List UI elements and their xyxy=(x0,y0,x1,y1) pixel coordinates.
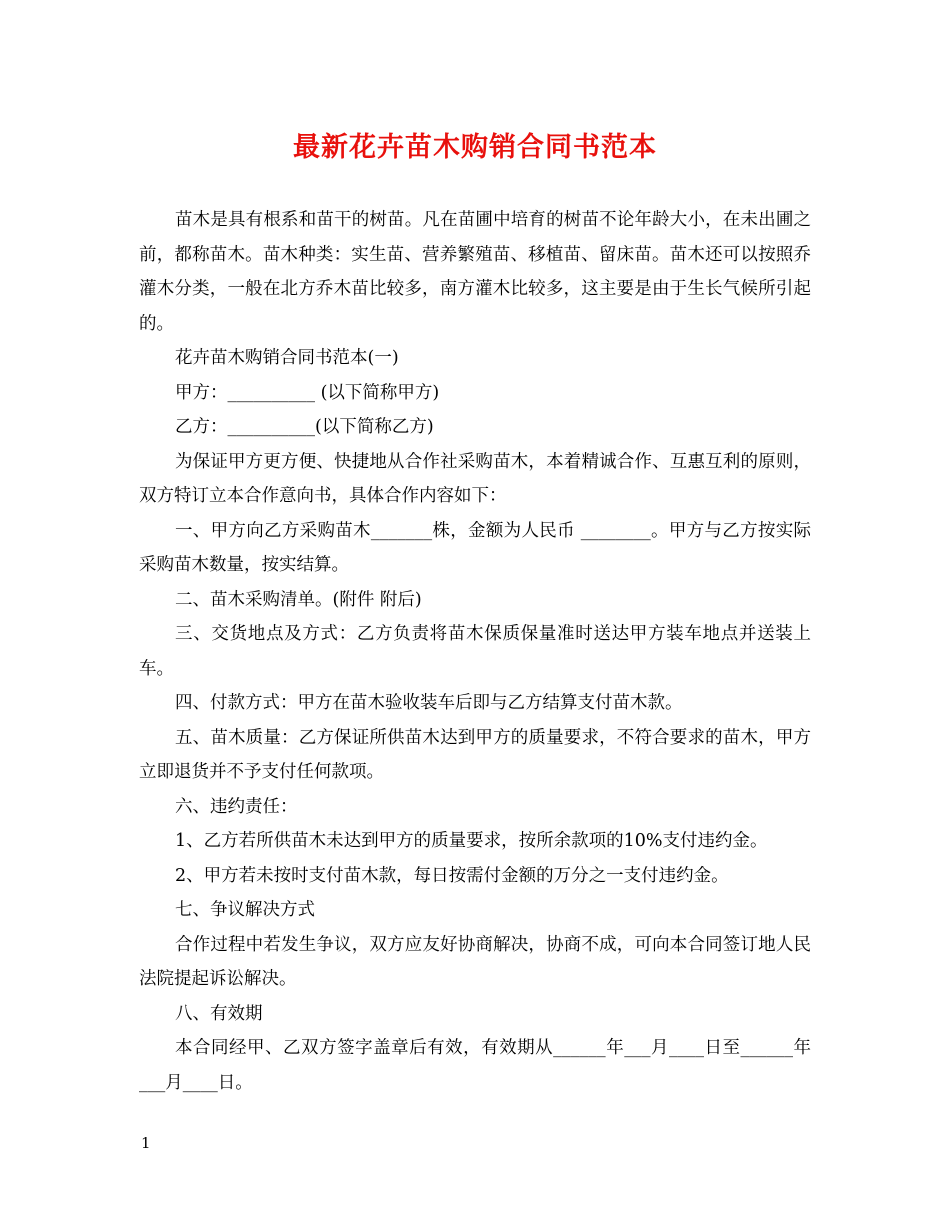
contract-subtitle: 花卉苗木购销合同书范本(一) xyxy=(175,348,399,368)
clause-7-heading: 七、争议解决方式 xyxy=(175,900,315,920)
clause-8-heading: 八、有效期 xyxy=(175,1003,263,1024)
page-number: 1 xyxy=(141,1134,151,1152)
clause-1: 一、甲方向乙方采购苗木_______株，金额为人民币 ________。甲方与乙方按实际采购苗木数量，按实结算。 xyxy=(139,520,811,575)
clause-7-body: 合作过程中若发生争议，双方应友好协商解决，协商不成，可向本合同签订地人民法院提起诉讼解决。 xyxy=(139,934,811,989)
party-b-line: 乙方：__________(以下简称乙方) xyxy=(175,417,434,437)
clause-6-heading: 六、违约责任： xyxy=(175,796,298,817)
document-title: 最新花卉苗木购销合同书范本 xyxy=(293,132,657,163)
document-body xyxy=(139,203,811,1100)
clause-3: 三、交货地点及方式：乙方负责将苗木保质保量准时送达甲方装车地点并送装上车。 xyxy=(139,624,811,679)
intro-paragraph: 苗木是具有根系和苗干的树苗。凡在苗圃中培育的树苗不论年龄大小，在未出圃之前，都称苗木。苗木种类：实生苗、营养繁殖苗、移植苗、留床苗。苗木还可以按照乔灌木分类，一般在北方乔木苗比较多，南方灌木比较多，这主要是由于生长气候所引起的。 xyxy=(139,210,811,334)
preamble-paragraph: 为保证甲方更方便、快捷地从合作社采购苗木，本着精诚合作、互惠互利的原则，双方特订立本合作意向书，具体合作内容如下： xyxy=(139,451,811,506)
clause-8-body: 本合同经甲、乙双方签字盖章后有效，有效期从______年___月____日至______年___月____日。 xyxy=(139,1038,811,1093)
clause-2: 二、苗木采购清单。(附件 附后) xyxy=(175,589,422,610)
clause-6-item-2: 2、甲方若未按时支付苗木款，每日按需付金额的万分之一支付违约金。 xyxy=(175,865,729,886)
clause-4: 四、付款方式：甲方在苗木验收装车后即与乙方结算支付苗木款。 xyxy=(175,693,683,713)
party-a-line: 甲方：__________ (以下简称甲方) xyxy=(175,382,440,403)
clause-6-item-1: 1、乙方若所供苗木未达到甲方的质量要求，按所余款项的10%支付违约金。 xyxy=(175,831,768,851)
clause-5: 五、苗木质量：乙方保证所供苗木达到甲方的质量要求，不符合要求的苗木，甲方立即退货并不予支付任何款项。 xyxy=(139,727,811,782)
